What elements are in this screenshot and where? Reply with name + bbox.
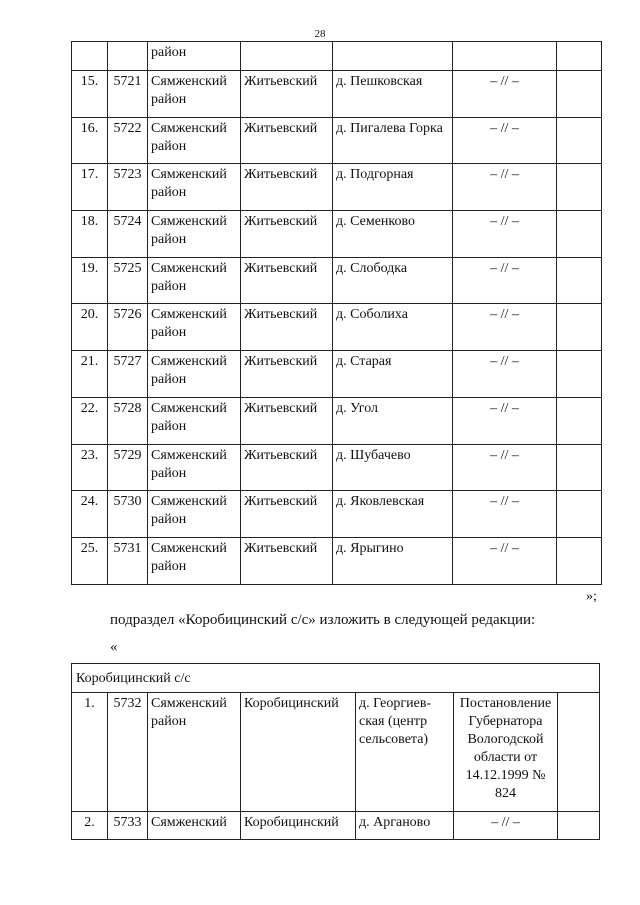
table-row <box>72 304 602 351</box>
locality-cell: д. Старая <box>333 351 453 398</box>
locality-cell: д. Пешковская <box>333 71 453 118</box>
closing-quote: »; <box>586 589 597 604</box>
extra-cell <box>557 397 602 444</box>
code-cell: 5725 <box>108 257 148 304</box>
code-cell <box>108 42 148 71</box>
settlements-table-zhitievsky <box>71 41 602 585</box>
council-cell: Житьевский <box>241 537 333 584</box>
code-cell: 5723 <box>108 164 148 211</box>
code-cell: 5729 <box>108 444 148 491</box>
locality-cell: д. Арганово <box>356 812 454 840</box>
district-cell: Сямженский район <box>148 444 241 491</box>
table-row <box>72 257 602 304</box>
council-cell: Житьевский <box>241 351 333 398</box>
row-number-cell: 17. <box>72 164 108 211</box>
table-row <box>72 537 602 584</box>
code-cell: 5721 <box>108 71 148 118</box>
extra-cell <box>558 812 600 840</box>
table-row <box>72 164 602 211</box>
council-cell: Житьевский <box>241 444 333 491</box>
note-cell <box>453 42 557 71</box>
note-cell: – // – <box>453 491 557 538</box>
table-row <box>72 397 602 444</box>
note-cell: – // – <box>453 211 557 258</box>
row-number-cell: 22. <box>72 397 108 444</box>
code-cell: 5722 <box>108 117 148 164</box>
table-row <box>72 117 602 164</box>
note-cell: – // – <box>453 304 557 351</box>
council-cell: Житьевский <box>241 117 333 164</box>
page-number: 28 <box>314 28 326 40</box>
district-cell: Сямженский район <box>148 304 241 351</box>
district-cell: Сямженский район <box>148 71 241 118</box>
note-cell: – // – <box>453 351 557 398</box>
locality-cell: д. Ярыгино <box>333 537 453 584</box>
locality-cell: д. Шубачево <box>333 444 453 491</box>
council-cell: Житьевский <box>241 304 333 351</box>
section-title: Коробицинский с/с <box>72 664 600 693</box>
extra-cell <box>557 444 602 491</box>
extra-cell <box>557 71 602 118</box>
note-cell: – // – <box>453 164 557 211</box>
district-cell: Сямженский район <box>148 257 241 304</box>
note-cell: – // – <box>453 444 557 491</box>
locality-cell: д. Георгиев-ская (центр сельсовета) <box>356 693 454 812</box>
code-cell: 5728 <box>108 397 148 444</box>
table-row <box>72 491 602 538</box>
district-cell: Сямженский район <box>148 537 241 584</box>
extra-cell <box>557 537 602 584</box>
table-row <box>72 444 602 491</box>
council-cell: Житьевский <box>241 71 333 118</box>
code-cell: 5724 <box>108 211 148 258</box>
code-cell: 5732 <box>108 693 148 812</box>
row-number-cell: 23. <box>72 444 108 491</box>
extra-cell <box>557 211 602 258</box>
row-number-cell <box>72 42 108 71</box>
district-cell: Сямженский район <box>148 351 241 398</box>
section-title-row <box>72 664 600 693</box>
row-number-cell: 18. <box>72 211 108 258</box>
row-number-cell: 19. <box>72 257 108 304</box>
code-cell: 5730 <box>108 491 148 538</box>
row-number-cell: 2. <box>72 812 108 840</box>
council-cell: Житьевский <box>241 211 333 258</box>
locality-cell: д. Слободка <box>333 257 453 304</box>
settlements-table-korobitsinsky <box>71 663 600 840</box>
table-row <box>72 351 602 398</box>
row-number-cell: 16. <box>72 117 108 164</box>
locality-cell: д. Подгорная <box>333 164 453 211</box>
note-cell: – // – <box>453 117 557 164</box>
extra-cell <box>557 117 602 164</box>
district-cell: Сямженский район <box>148 211 241 258</box>
locality-cell <box>333 42 453 71</box>
extra-cell <box>557 491 602 538</box>
note-cell: – // – <box>453 257 557 304</box>
note-cell: – // – <box>453 537 557 584</box>
row-number-cell: 21. <box>72 351 108 398</box>
table-row-continuation <box>72 42 602 71</box>
locality-cell: д. Угол <box>333 397 453 444</box>
extra-cell <box>557 164 602 211</box>
council-cell <box>241 42 333 71</box>
district-cell: Сямженский <box>148 812 241 840</box>
locality-cell: д. Яковлевская <box>333 491 453 538</box>
opening-quote: « <box>110 639 118 655</box>
table-row <box>72 71 602 118</box>
locality-cell: д. Семенково <box>333 211 453 258</box>
council-cell: Житьевский <box>241 257 333 304</box>
row-number-cell: 24. <box>72 491 108 538</box>
table-row <box>72 211 602 258</box>
table-row <box>72 693 600 812</box>
locality-cell: д. Пигалева Горка <box>333 117 453 164</box>
extra-cell <box>558 693 600 812</box>
extra-cell <box>557 351 602 398</box>
note-cell: – // – <box>453 397 557 444</box>
code-cell: 5733 <box>108 812 148 840</box>
code-cell: 5731 <box>108 537 148 584</box>
district-cell: район <box>148 42 241 71</box>
note-cell: Постановление Губернатора Вологодской области от 14.12.1999 № 824 <box>454 693 558 812</box>
council-cell: Коробицинский <box>241 693 356 812</box>
locality-cell: д. Соболиха <box>333 304 453 351</box>
table-row <box>72 812 600 840</box>
district-cell: Сямженский район <box>148 117 241 164</box>
row-number-cell: 15. <box>72 71 108 118</box>
note-cell: – // – <box>453 71 557 118</box>
district-cell: Сямженский район <box>148 397 241 444</box>
council-cell: Коробицинский <box>241 812 356 840</box>
council-cell: Житьевский <box>241 164 333 211</box>
code-cell: 5727 <box>108 351 148 398</box>
extra-cell <box>557 257 602 304</box>
subsection-instruction: подраздел «Коробицинский с/с» изложить в следующей редакции: <box>110 612 536 628</box>
row-number-cell: 25. <box>72 537 108 584</box>
row-number-cell: 1. <box>72 693 108 812</box>
council-cell: Житьевский <box>241 491 333 538</box>
extra-cell <box>557 304 602 351</box>
district-cell: Сямженский район <box>148 164 241 211</box>
code-cell: 5726 <box>108 304 148 351</box>
extra-cell <box>557 42 602 71</box>
district-cell: Сямженский район <box>148 491 241 538</box>
note-cell: – // – <box>454 812 558 840</box>
district-cell: Сямженский район <box>148 693 241 812</box>
council-cell: Житьевский <box>241 397 333 444</box>
row-number-cell: 20. <box>72 304 108 351</box>
